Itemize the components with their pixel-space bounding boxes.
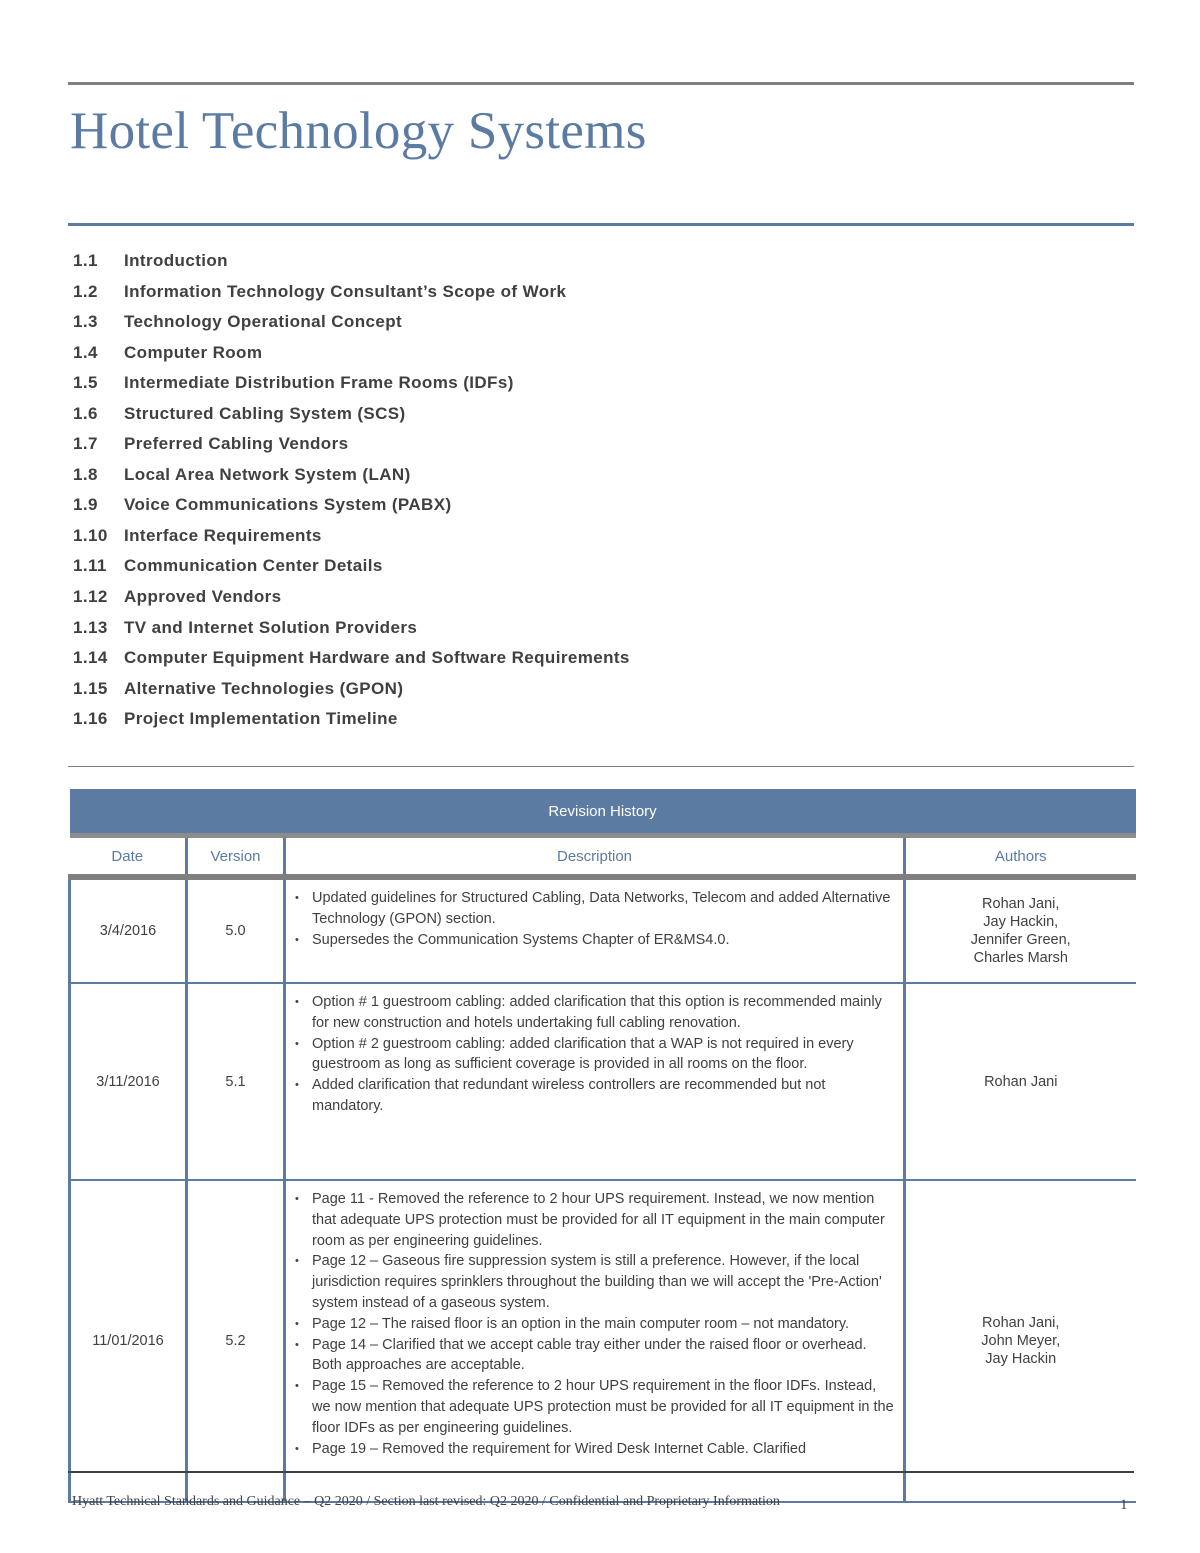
author-name: John Meyer, [981,1333,1061,1349]
author-name: Rohan Jani, [982,1315,1060,1331]
toc-entry-number: 1.15 [73,678,108,698]
change-item: • Supersedes the Communication Systems Chapter of ER&MS4.0. [292,930,895,951]
version-cell: 5.0 [187,877,285,983]
revision-history-caption: Revision History [70,789,1136,836]
toc-entry-number: 1.9 [73,495,98,515]
toc-entry-number: 1.13 [73,617,108,637]
toc-entry-number: 1.5 [73,373,98,393]
toc-entry[interactable] [73,643,630,674]
change-list [292,1189,895,1459]
toc-entry-label: Project Implementation Timeline [124,709,398,729]
toc-entry-number: 1.10 [73,525,108,545]
toc-entry-number: 1.12 [73,587,108,607]
change-list [292,888,895,950]
toc-entry[interactable] [73,674,630,705]
footer-text: Hyatt Technical Standards and Guidance – Q2 2020 / Section last revised: Q2 2020 / Confidential and Proprietary Information [72,1494,780,1509]
table-row [70,983,1136,1180]
toc-entry-label: Communication Center Details [124,556,383,576]
change-list [292,992,895,1117]
author-name: Rohan Jani, [982,896,1060,912]
toc-entry[interactable] [73,277,630,308]
footer-divider [68,1471,1134,1473]
toc-entry[interactable] [73,307,630,338]
title-divider [68,223,1134,226]
toc-entry-label: Technology Operational Concept [124,312,403,332]
change-item: • Option # 1 guestroom cabling: added clarification that this option is recommended mainly for new construction and hotels undertaking full cabling renovation. [292,992,895,1034]
authors-cell [905,1180,1136,1502]
toc-entry-label: Interface Requirements [124,525,322,545]
revision-history-table [68,789,1136,1503]
toc-entry-number: 1.7 [73,434,98,454]
toc-entry[interactable] [73,490,630,521]
change-item: • Page 15 – Removed the reference to 2 hour UPS requirement in the floor IDFs. Instead, we now mention that adequate UPS protection must be provided for all IT equipment in the floor IDFs as per engineering guidelines. [292,1376,895,1438]
toc-entry-label: Information Technology Consultant’s Scope of Work [124,281,567,301]
table-row [70,1180,1136,1502]
toc-entry-number: 1.11 [73,556,107,576]
toc-entry-number: 1.8 [73,464,98,484]
author-name: Jay Hackin, [983,914,1059,930]
date-cell: 3/11/2016 [70,983,187,1180]
version-cell: 5.2 [187,1180,285,1502]
column-header-authors: Authors [905,836,1136,878]
toc-entry-label: Approved Vendors [124,587,282,607]
toc-entry-number: 1.16 [73,709,108,729]
toc-entry-number: 1.6 [73,403,98,423]
toc-entry-number: 1.4 [73,342,98,362]
toc-entry[interactable] [73,613,630,644]
change-item: • Page 14 – Clarified that we accept cable tray either under the raised floor or overhead. Both approaches are acceptable. [292,1335,895,1377]
toc-entry-label: Intermediate Distribution Frame Rooms (IDFs) [124,373,514,393]
toc-entry-label: Alternative Technologies (GPON) [124,678,404,698]
table-row [70,877,1136,983]
toc-entry-number: 1.3 [73,312,98,332]
change-item: • Page 11 - Removed the reference to 2 hour UPS requirement. Instead, we now mention that adequate UPS protection must be provided for all IT equipment in the main computer room as per engineering guidelines. [292,1189,895,1251]
author-name: Jennifer Green, [970,932,1071,948]
author-name: Charles Marsh [973,950,1068,966]
toc-entry-label: Computer Equipment Hardware and Software Requirements [124,648,630,668]
change-item: • Page 12 – Gaseous fire suppression system is still a preference. However, if the local jurisdiction requires sprinklers throughout the building than we will accept the 'Pre-Action' system instead of a gaseous system. [292,1251,895,1313]
toc-entry[interactable] [73,551,630,582]
toc-entry-label: Introduction [124,251,228,270]
page-number: 1 [1120,1497,1128,1513]
toc-entry[interactable] [73,338,630,369]
change-item: • Updated guidelines for Structured Cabling, Data Networks, Telecom and added Alternative Technology (GPON) section. [292,888,895,930]
toc-entry-label: Voice Communications System (PABX) [124,495,452,515]
section-divider [68,766,1134,767]
table-of-contents [73,246,630,735]
toc-entry-number: 1.14 [73,648,108,668]
change-item: • Added clarification that redundant wireless controllers are recommended but not mandatory. [292,1075,895,1117]
version-cell: 5.1 [187,983,285,1180]
page-title: Hotel Technology Systems [70,102,647,160]
date-cell: 3/4/2016 [70,877,187,983]
toc-entry-label: Computer Room [124,342,263,362]
authors-cell [905,983,1136,1180]
toc-entry[interactable] [73,246,630,277]
top-divider [68,82,1134,85]
column-header-description: Description [285,836,905,878]
toc-entry-number: 1.1 [73,251,98,270]
toc-entry[interactable] [73,460,630,491]
toc-entry[interactable] [73,704,630,735]
toc-entry[interactable] [73,521,630,552]
toc-entry[interactable] [73,399,630,430]
toc-entry-label: Local Area Network System (LAN) [124,464,411,484]
change-item: • Option # 2 guestroom cabling: added clarification that a WAP is not required in every guestroom as long as sufficient coverage is provided in all rooms on the floor. [292,1034,895,1076]
toc-entry-label: Structured Cabling System (SCS) [124,403,406,423]
description-cell [285,877,905,983]
toc-entry-label: Preferred Cabling Vendors [124,434,349,454]
toc-entry[interactable] [73,368,630,399]
date-cell: 11/01/2016 [70,1180,187,1502]
toc-entry-number: 1.2 [73,281,98,301]
toc-entry-label: TV and Internet Solution Providers [124,617,418,637]
authors-cell [905,877,1136,983]
description-cell [285,983,905,1180]
description-cell [285,1180,905,1502]
toc-entry[interactable] [73,429,630,460]
change-item: • Page 12 – The raised floor is an option in the main computer room – not mandatory. [292,1314,895,1335]
toc-entry[interactable] [73,582,630,613]
column-header-date: Date [70,836,187,878]
author-name: Jay Hackin [985,1351,1057,1367]
column-header-version: Version [187,836,285,878]
author-name: Rohan Jani [984,1073,1058,1090]
change-item: • Page 19 – Removed the requirement for Wired Desk Internet Cable. Clarified [292,1439,895,1460]
